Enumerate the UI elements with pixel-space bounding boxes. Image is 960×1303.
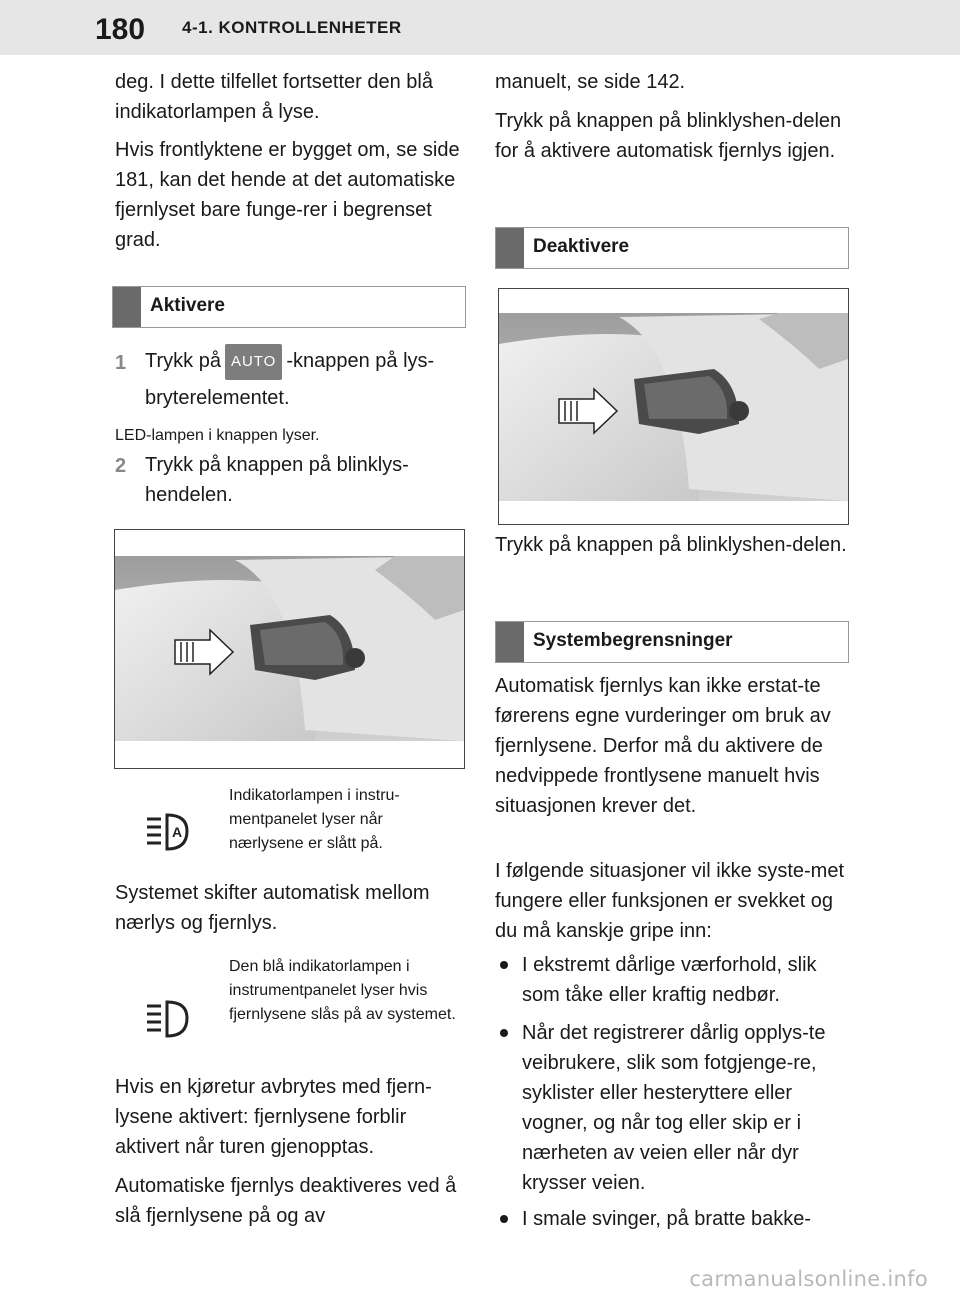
intro-paragraph-1: deg. I dette tilfellet fortsetter den blå indikatorlampen å lyse. [115,71,433,123]
high-beam-indicator-icon [143,998,191,1040]
heading-bar [496,622,524,662]
limits-paragraph-1: Automatisk fjernlys kan ikke erstat-te førerens egne vurderinger om bruk av fjernlysene. Derfor må du aktivere de nedvippede frontlysene manuelt hvis situasjonen krever det. [495,675,831,817]
section-title: 4-1. KONTROLLENHETER [182,18,402,37]
list-item: I smale svinger, på bratte bakke- [495,1204,850,1234]
auto-button-glyph: AUTO [225,344,282,380]
step-2-number: 2 [115,455,127,477]
step-1-number: 1 [115,352,127,374]
page-number: 180 [94,13,146,46]
led-note: LED-lampen i knappen lyser. [115,427,320,444]
reactivate-paragraph: Trykk på knappen på blinklyshen-delen for å aktivere automatisk fjernlys igjen. [495,110,842,162]
icon-1-caption: Indikatorlampen i instru-mentpanelet lyser når nærlysene er slått på. [229,787,400,852]
step-1-line-2: bryterelementet. [145,387,290,409]
stalk-photo-deactivate [498,288,849,525]
interrupt-paragraph: Hvis en kjøretur avbrytes med fjern-lysene aktivert: fjernlysene forblir aktivert når turen gjenopptas. [115,1076,432,1158]
switch-paragraph: Systemet skifter automatisk mellom nærlys og fjernlys. [115,882,430,934]
intro-paragraph-2: Hvis frontlyktene er bygget om, se side 181, kan det hende at det automatiske fjernlyset bare funge-rer i begrenset grad. [115,139,460,251]
svg-text:A: A [172,824,183,840]
heading-bar [113,287,141,327]
step-2-text: Trykk på knappen på blinklys-hendelen. [145,454,409,506]
step-1-text: Trykk på AUTO -knappen på lys- [145,343,475,380]
icon-2-caption: Den blå indikatorlampen i instrumentpanelet lyser hvis fjernlysene slås på av systemet. [229,958,456,1023]
stalk-photo-activate [114,529,465,769]
limits-paragraph-2: I følgende situasjoner vil ikke syste-met fungere eller funksjonen er svekket og du må kanskje gripe inn: [495,860,845,942]
bullet-icon [500,961,508,969]
bullet-icon [500,1029,508,1037]
heading-deactivate: Deaktivere [495,227,849,269]
deactivate-paragraph: Automatiske fjernlys deaktiveres ved å slå fjernlysene på og av [115,1175,457,1227]
heading-bar [496,228,524,268]
list-item: Når det registrerer dårlig opplys-te veibrukere, slik som fotgjenge-re, syklister eller hesteryttere eller vogner, og når tog eller skip er i nærheten av veien eller når dyr krysser veien. [495,1018,850,1198]
heading-limits: Systembegrensninger [495,621,849,663]
list-item: I ekstremt dårlige værforhold, slik som tåke eller kraftig nedbør. [495,950,850,1010]
watermark: carmanualsonline.info [689,1267,928,1291]
deactivate-step: Trykk på knappen på blinklyshen-delen. [495,534,847,556]
bullet-icon [500,1215,508,1223]
heading-activate: Aktivere [112,286,466,328]
auto-high-beam-indicator-icon [143,811,191,853]
continue-paragraph: manuelt, se side 142. [495,71,686,93]
